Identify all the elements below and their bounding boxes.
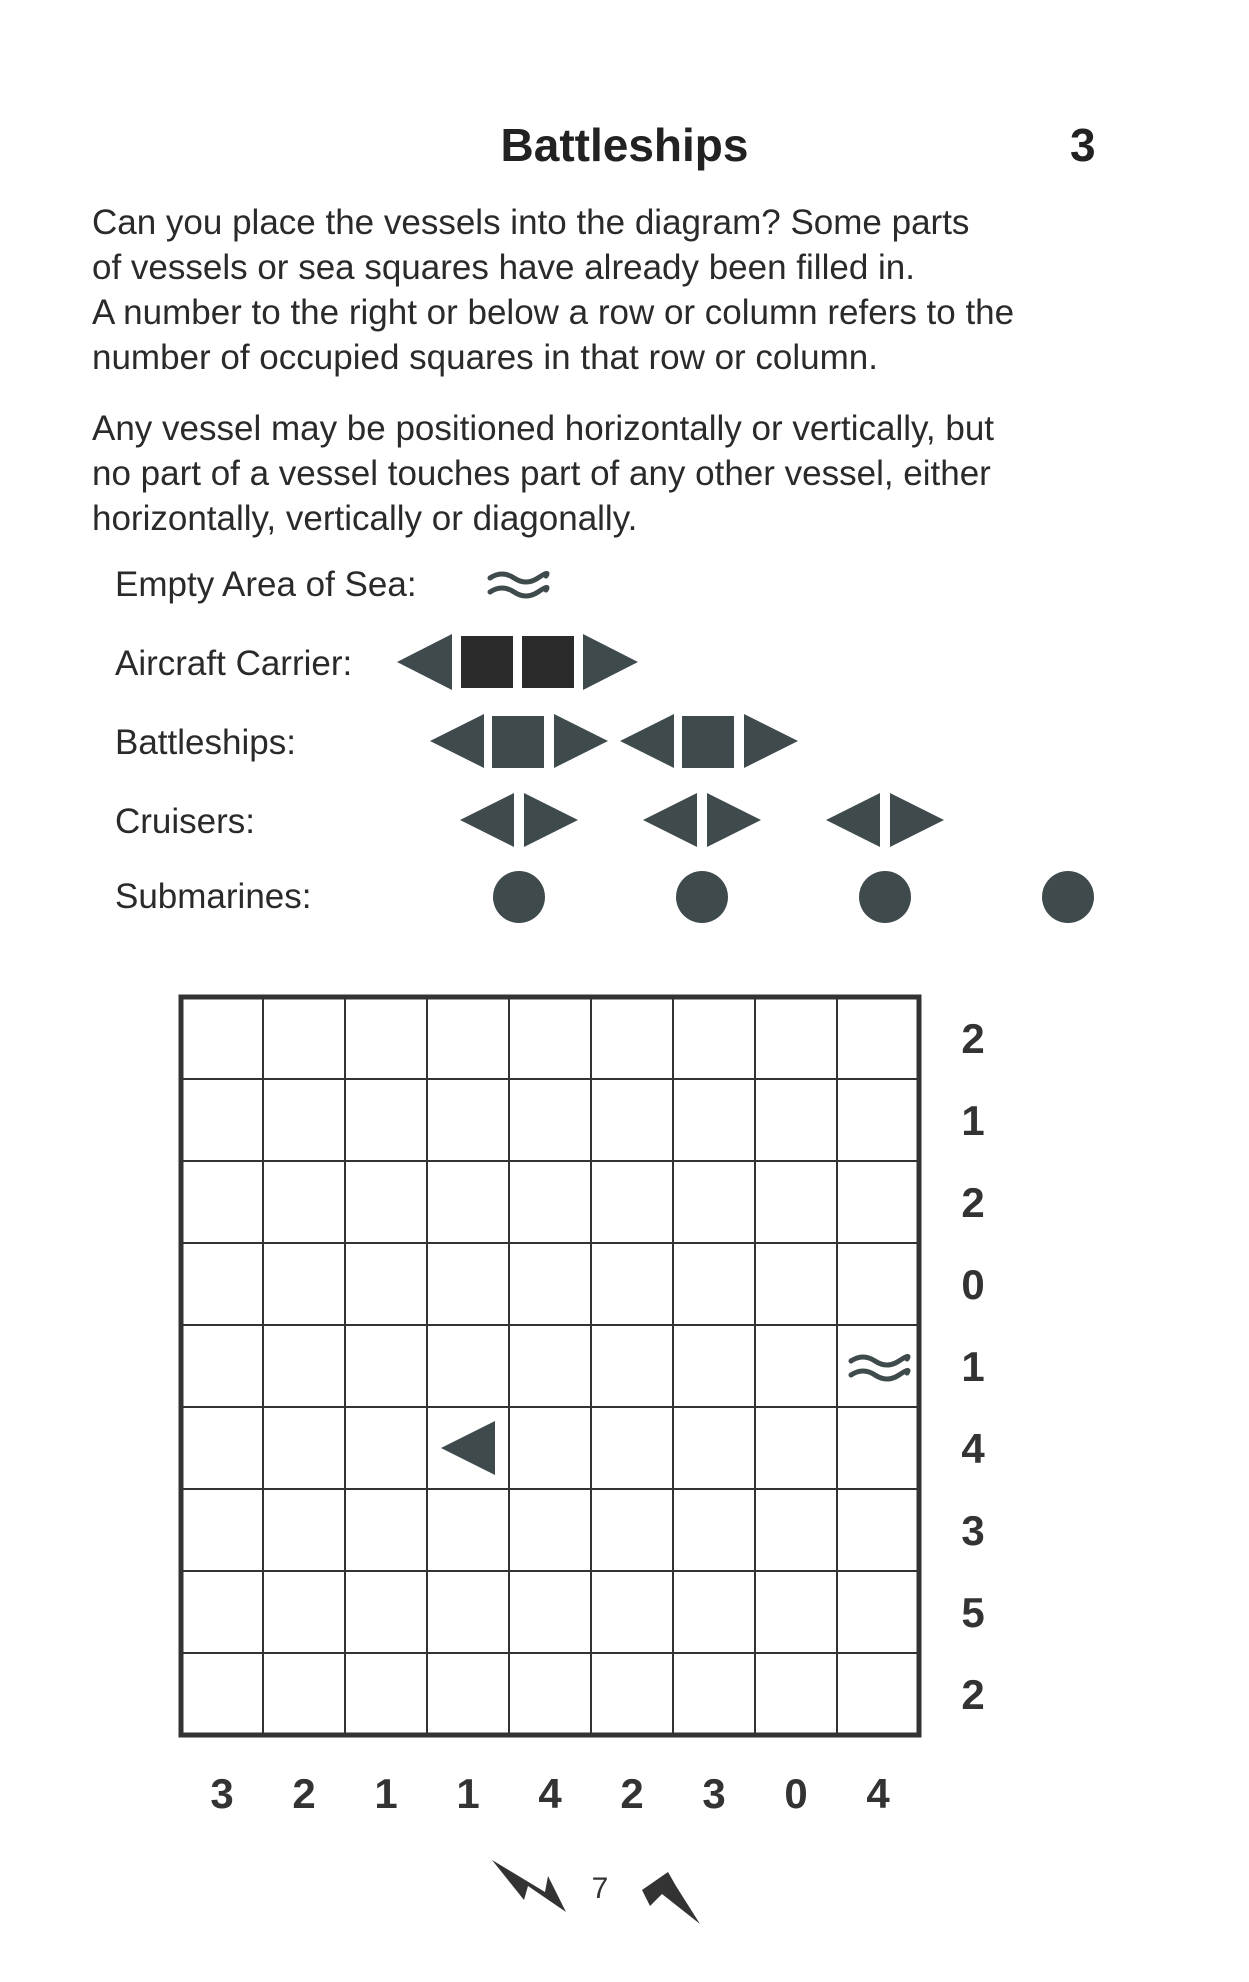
grid-cell[interactable] bbox=[181, 1489, 263, 1571]
grid-cell[interactable] bbox=[427, 1571, 509, 1653]
cruiser-icon bbox=[643, 793, 761, 847]
battleship-icon bbox=[430, 714, 608, 768]
grid-cell[interactable] bbox=[427, 997, 509, 1079]
grid-cell[interactable] bbox=[181, 1161, 263, 1243]
legend-icons bbox=[0, 0, 1249, 940]
grid-cell[interactable] bbox=[345, 997, 427, 1079]
page-title: Battleships bbox=[500, 119, 749, 171]
grid-cell[interactable] bbox=[673, 1325, 755, 1407]
column-clue: 1 bbox=[456, 1770, 480, 1817]
column-clue: 0 bbox=[784, 1770, 808, 1817]
grid-cell[interactable] bbox=[837, 1079, 919, 1161]
row-clue: 2 bbox=[961, 1179, 985, 1226]
instruction-line: Any vessel may be positioned horizontally or vertically, but bbox=[92, 409, 995, 448]
grid-cell[interactable] bbox=[837, 1653, 919, 1735]
grid-cell[interactable] bbox=[591, 1653, 673, 1735]
grid-cell[interactable] bbox=[673, 1243, 755, 1325]
grid-cell[interactable] bbox=[509, 1571, 591, 1653]
grid-cell[interactable] bbox=[263, 997, 345, 1079]
row-clue: 3 bbox=[961, 1507, 985, 1554]
page-number: 7 bbox=[591, 1872, 609, 1905]
column-clue: 4 bbox=[538, 1770, 562, 1817]
grid-cell[interactable] bbox=[591, 1325, 673, 1407]
grid-cell[interactable] bbox=[673, 997, 755, 1079]
submarine-icon bbox=[1042, 871, 1094, 923]
grid-cell[interactable] bbox=[837, 997, 919, 1079]
legend-battleships-label: Battleships: bbox=[115, 723, 296, 762]
grid-cell[interactable] bbox=[755, 1653, 837, 1735]
grid-cell[interactable] bbox=[591, 1407, 673, 1489]
lightning-right-icon bbox=[642, 1872, 700, 1924]
submarine-icon bbox=[676, 871, 728, 923]
grid-cell[interactable] bbox=[181, 1653, 263, 1735]
grid-cell[interactable] bbox=[181, 997, 263, 1079]
grid-cell[interactable] bbox=[427, 1653, 509, 1735]
grid-cell[interactable] bbox=[345, 1161, 427, 1243]
submarine-icon bbox=[859, 871, 911, 923]
battleship-icon bbox=[620, 714, 798, 768]
grid-cell[interactable] bbox=[427, 1161, 509, 1243]
grid-cell[interactable] bbox=[837, 1407, 919, 1489]
grid-cell[interactable] bbox=[837, 1161, 919, 1243]
grid-cell[interactable] bbox=[427, 1243, 509, 1325]
grid-cell[interactable] bbox=[755, 1079, 837, 1161]
grid-cell[interactable] bbox=[837, 1489, 919, 1571]
grid-cell[interactable] bbox=[837, 1243, 919, 1325]
grid-cell[interactable] bbox=[263, 1653, 345, 1735]
instruction-line: number of occupied squares in that row or column. bbox=[92, 338, 878, 377]
grid-cell[interactable] bbox=[345, 1407, 427, 1489]
aircraft-carrier-icon bbox=[397, 634, 638, 690]
lightning-left-icon bbox=[492, 1860, 566, 1912]
grid-cell[interactable] bbox=[509, 1161, 591, 1243]
grid-cell[interactable] bbox=[755, 1407, 837, 1489]
row-clue: 4 bbox=[961, 1425, 985, 1472]
grid-cell[interactable] bbox=[837, 1571, 919, 1653]
grid-cell[interactable] bbox=[181, 1079, 263, 1161]
grid-cell[interactable] bbox=[755, 1489, 837, 1571]
grid-cell[interactable] bbox=[591, 1489, 673, 1571]
grid-cell[interactable] bbox=[345, 1243, 427, 1325]
grid-cell[interactable] bbox=[509, 1243, 591, 1325]
row-clue: 1 bbox=[961, 1097, 985, 1144]
puzzle-number: 3 bbox=[1070, 119, 1096, 171]
grid-cell[interactable] bbox=[509, 997, 591, 1079]
row-clue: 1 bbox=[961, 1343, 985, 1390]
grid-cell[interactable] bbox=[427, 1325, 509, 1407]
grid-cell[interactable] bbox=[181, 1407, 263, 1489]
legend-cruisers-label: Cruisers: bbox=[115, 802, 256, 841]
grid-cell[interactable] bbox=[263, 1489, 345, 1571]
grid-cell[interactable] bbox=[263, 1325, 345, 1407]
column-clue: 1 bbox=[374, 1770, 398, 1817]
grid-cell[interactable] bbox=[181, 1571, 263, 1653]
grid-cell[interactable] bbox=[673, 1489, 755, 1571]
grid-cell[interactable] bbox=[673, 1653, 755, 1735]
grid-cell[interactable] bbox=[673, 1407, 755, 1489]
grid-cell[interactable] bbox=[673, 1161, 755, 1243]
grid-cell[interactable] bbox=[673, 1079, 755, 1161]
row-clue: 5 bbox=[961, 1589, 985, 1636]
column-clue: 2 bbox=[620, 1770, 644, 1817]
grid-cell[interactable] bbox=[591, 1571, 673, 1653]
grid-cell[interactable] bbox=[755, 997, 837, 1079]
column-clue: 4 bbox=[866, 1770, 890, 1817]
instruction-line: of vessels or sea squares have already been filled in. bbox=[92, 248, 915, 287]
grid-cell[interactable] bbox=[837, 1325, 919, 1407]
legend-sea-label: Empty Area of Sea: bbox=[115, 565, 417, 604]
puzzle-grid bbox=[178, 994, 938, 1754]
grid-cell[interactable] bbox=[345, 1079, 427, 1161]
submarine-icon bbox=[493, 871, 545, 923]
grid-cell[interactable] bbox=[755, 1161, 837, 1243]
cruiser-icon bbox=[826, 793, 944, 847]
grid-cell[interactable] bbox=[509, 1079, 591, 1161]
grid-cell[interactable] bbox=[509, 1489, 591, 1571]
grid-cell[interactable] bbox=[181, 1243, 263, 1325]
column-clue: 3 bbox=[702, 1770, 726, 1817]
row-clue: 2 bbox=[961, 1015, 985, 1062]
grid-cell[interactable] bbox=[345, 1571, 427, 1653]
grid-cell[interactable] bbox=[509, 1407, 591, 1489]
grid-cell[interactable] bbox=[263, 1243, 345, 1325]
legend-carrier-label: Aircraft Carrier: bbox=[115, 644, 353, 683]
grid-cell[interactable] bbox=[427, 1079, 509, 1161]
grid-cell[interactable] bbox=[263, 1161, 345, 1243]
grid-cell[interactable] bbox=[263, 1571, 345, 1653]
column-clue: 2 bbox=[292, 1770, 316, 1817]
row-clue: 2 bbox=[961, 1671, 985, 1718]
instruction-line: horizontally, vertically or diagonally. bbox=[92, 499, 638, 538]
grid-cell[interactable] bbox=[509, 1653, 591, 1735]
instruction-line: Can you place the vessels into the diagram? Some parts bbox=[92, 203, 970, 242]
wave-icon bbox=[490, 573, 547, 596]
grid-cell[interactable] bbox=[427, 1489, 509, 1571]
grid-cell[interactable] bbox=[509, 1325, 591, 1407]
grid-cell[interactable] bbox=[591, 997, 673, 1079]
instruction-line: no part of a vessel touches part of any other vessel, either bbox=[92, 454, 991, 493]
grid-cell[interactable] bbox=[591, 1079, 673, 1161]
grid-cell[interactable] bbox=[591, 1161, 673, 1243]
grid-cell[interactable] bbox=[673, 1571, 755, 1653]
instruction-line: A number to the right or below a row or column refers to the bbox=[92, 293, 1015, 332]
grid-cell[interactable] bbox=[263, 1079, 345, 1161]
grid-cell[interactable] bbox=[345, 1489, 427, 1571]
grid-cell[interactable] bbox=[755, 1571, 837, 1653]
grid-cell[interactable] bbox=[345, 1325, 427, 1407]
grid-cell[interactable] bbox=[181, 1325, 263, 1407]
grid-cell[interactable] bbox=[591, 1243, 673, 1325]
row-clue: 0 bbox=[961, 1261, 985, 1308]
column-clue: 3 bbox=[210, 1770, 234, 1817]
legend-submarines-label: Submarines: bbox=[115, 877, 312, 916]
grid-cell[interactable] bbox=[263, 1407, 345, 1489]
grid-cell[interactable] bbox=[345, 1653, 427, 1735]
grid-cell[interactable] bbox=[755, 1243, 837, 1325]
grid-cell[interactable] bbox=[755, 1325, 837, 1407]
cruiser-icon bbox=[460, 793, 578, 847]
